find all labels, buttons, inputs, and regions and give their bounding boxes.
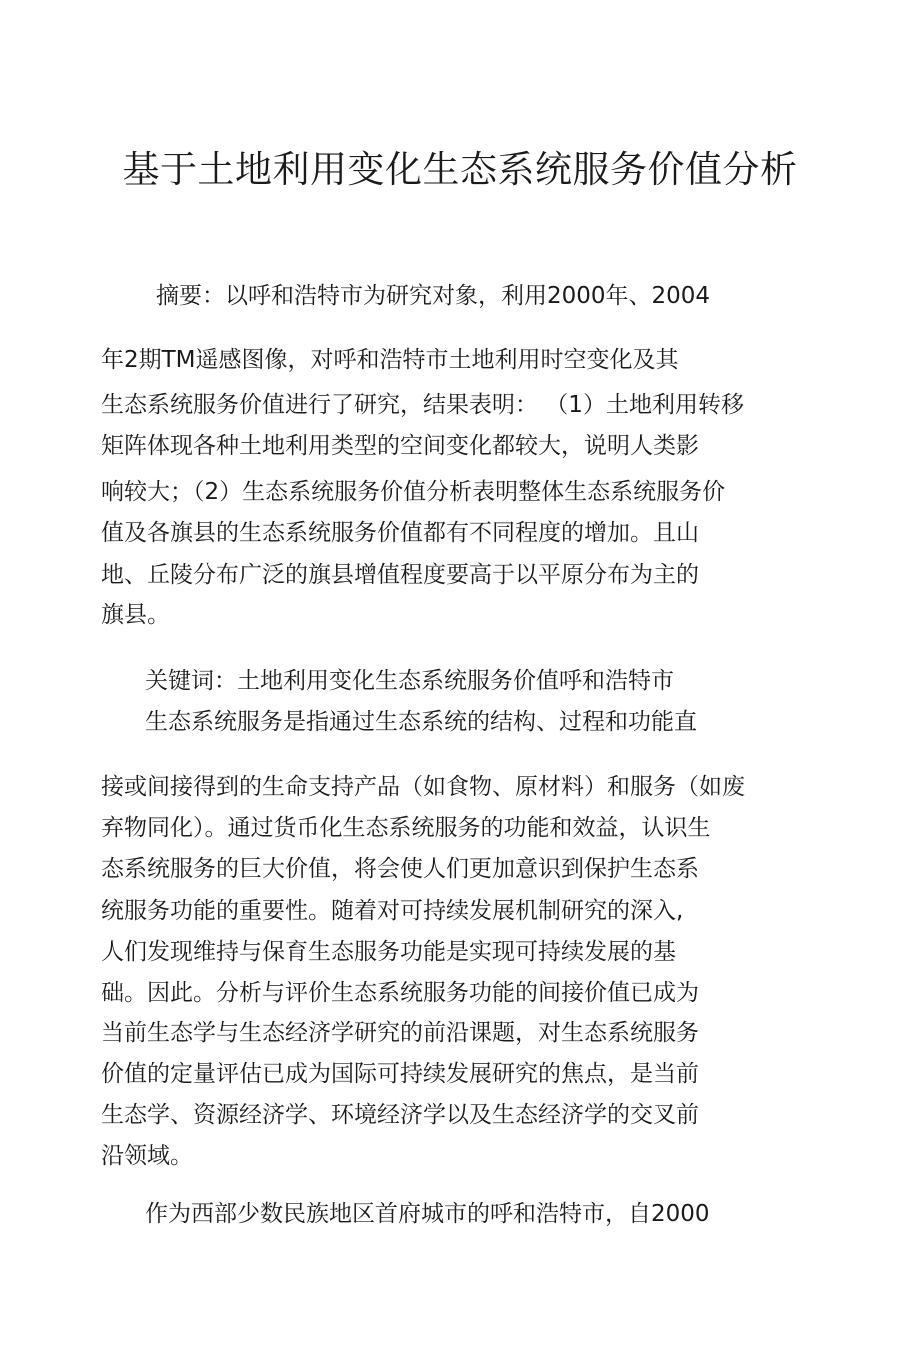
abstract-line: 矩阵体现各种土地利用类型的空间变化都较大，说明人类影 — [101, 433, 699, 459]
body-line: 价值的定量评估已成为国际可持续发展研究的焦点，是当前 — [101, 1061, 699, 1087]
abstract-line: 响较大；（2）生态系统服务价值分析表明整体生态系统服务价 — [101, 479, 726, 505]
body-line: 生态系统服务是指通过生态系统的结构、过程和功能直 — [145, 709, 697, 735]
body-line: 态系统服务的巨大价值，将会使人们更加意识到保护生态系 — [101, 856, 699, 882]
body-line: 人们发现维持与保育生态服务功能是实现可持续发展的基 — [101, 939, 676, 965]
abstract-line: 年2期TM遥感图像，对呼和浩特市土地利用时空变化及其 — [101, 347, 679, 373]
abstract-line: 地、丘陵分布广泛的旗县增值程度要高于以平原分布为主的 — [101, 562, 699, 588]
abstract-line: 生态系统服务价值进行了研究，结果表明： （1）土地利用转移 — [101, 392, 744, 418]
body-line: 弃物同化）。通过货币化生态系统服务的功能和效益，认识生 — [101, 815, 711, 841]
abstract-line: 摘要：以呼和浩特市为研究对象，利用2000年、2004 — [156, 283, 711, 309]
body-line: 作为西部少数民族地区首府城市的呼和浩特市，自2000 — [145, 1201, 710, 1227]
keywords-line: 关键词：土地利用变化生态系统服务价值呼和浩特市 — [145, 668, 674, 694]
body-line: 沿领域。 — [101, 1143, 193, 1169]
body-line: 当前生态学与生态经济学研究的前沿课题，对生态系统服务 — [101, 1020, 699, 1046]
abstract-line: 旗县。 — [101, 602, 170, 628]
body-line: 接或间接得到的生命支持产品（如食物、原材料）和服务（如废 — [101, 774, 745, 800]
body-line: 统服务功能的重要性。随着对可持续发展机制研究的深入, — [101, 898, 684, 924]
document-title: 基于土地利用变化生态系统服务价值分析 — [122, 148, 798, 191]
body-line: 础。因此。分析与评价生态系统服务功能的间接价值已成为 — [101, 980, 699, 1006]
body-line: 生态学、资源经济学、环境经济学以及生态经济学的交叉前 — [101, 1102, 699, 1128]
abstract-line: 值及各旗县的生态系统服务价值都有不同程度的增加。且山 — [101, 520, 699, 546]
